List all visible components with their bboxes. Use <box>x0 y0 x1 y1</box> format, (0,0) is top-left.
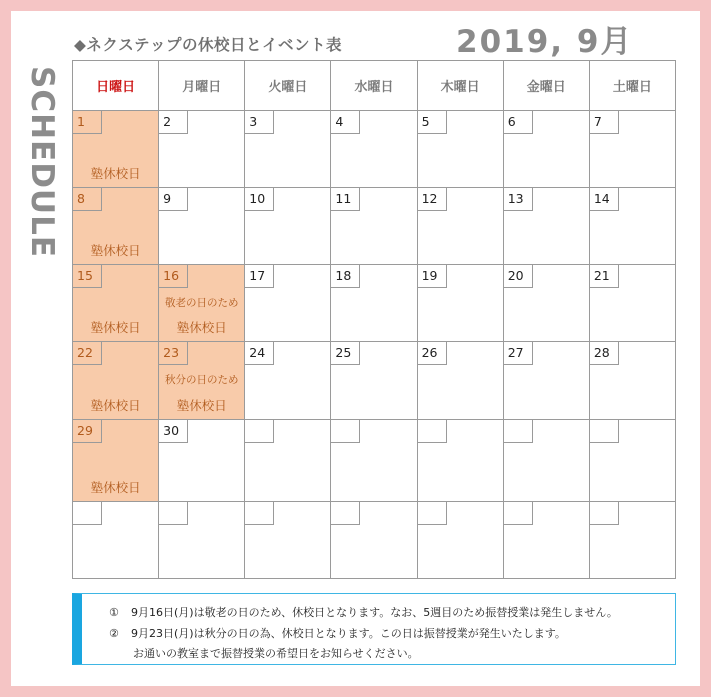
day-cell <box>503 265 589 342</box>
side-title <box>20 66 60 266</box>
day-cell <box>503 419 589 501</box>
closed-day-label: 塾休校日 <box>90 479 141 495</box>
day-cell <box>73 265 159 342</box>
day-cell <box>245 342 331 419</box>
note-mark: ② <box>109 627 119 640</box>
week-row <box>73 501 676 578</box>
note-item <box>109 604 618 620</box>
day-cell <box>73 342 159 419</box>
closed-day-label: 塾休校日 <box>176 397 227 413</box>
day-cell <box>73 419 159 501</box>
weekday-saturday: 土曜日 <box>589 61 675 111</box>
side-title-text: SCHEDULE <box>24 66 60 259</box>
closed-day-label: 塾休校日 <box>90 243 141 259</box>
day-number: 12 <box>418 188 447 211</box>
day-number <box>504 502 533 525</box>
day-cell <box>589 111 675 188</box>
day-cell <box>245 265 331 342</box>
day-number: 4 <box>331 111 360 134</box>
holiday-reason: 敬老の日のため <box>164 297 239 310</box>
day-number: 20 <box>504 265 533 288</box>
day-number: 15 <box>73 265 102 288</box>
note-item <box>109 625 566 641</box>
day-number: 30 <box>159 420 188 443</box>
closed-day-label: 塾休校日 <box>90 166 141 182</box>
page-title: ◆ネクステップの休校日とイベント表 <box>74 36 342 54</box>
day-cell <box>331 501 417 578</box>
note-mark: ① <box>109 606 119 619</box>
weekday-header-row <box>73 61 676 111</box>
day-cell <box>503 342 589 419</box>
day-number: 9 <box>159 188 188 211</box>
day-number: 28 <box>590 342 619 365</box>
calendar-table <box>72 60 676 579</box>
day-cell <box>331 342 417 419</box>
day-cell <box>245 188 331 265</box>
day-cell <box>589 342 675 419</box>
day-cell <box>503 111 589 188</box>
day-number: 17 <box>245 265 274 288</box>
weekday-thursday: 木曜日 <box>417 61 503 111</box>
day-number: 3 <box>245 111 274 134</box>
day-number: 6 <box>504 111 533 134</box>
day-number: 18 <box>331 265 360 288</box>
day-cell <box>73 111 159 188</box>
day-number <box>159 502 188 525</box>
notes-box <box>72 593 676 665</box>
day-number <box>245 420 274 443</box>
day-cell <box>245 501 331 578</box>
day-cell <box>73 188 159 265</box>
day-cell <box>417 265 503 342</box>
day-cell <box>589 419 675 501</box>
weekday-tuesday: 火曜日 <box>245 61 331 111</box>
day-number <box>245 502 274 525</box>
day-number: 24 <box>245 342 274 365</box>
weekday-friday: 金曜日 <box>503 61 589 111</box>
week-row <box>73 111 676 188</box>
day-cell <box>417 342 503 419</box>
day-cell <box>417 419 503 501</box>
day-cell <box>159 501 245 578</box>
week-row <box>73 188 676 265</box>
holiday-reason: 秋分の日のため <box>164 374 239 387</box>
day-cell <box>503 501 589 578</box>
day-number <box>418 502 447 525</box>
closed-day-label: 塾休校日 <box>176 320 227 336</box>
day-cell <box>417 188 503 265</box>
day-number: 11 <box>331 188 360 211</box>
day-cell <box>503 188 589 265</box>
day-number: 1 <box>73 111 102 134</box>
day-cell <box>159 265 245 342</box>
day-number: 19 <box>418 265 447 288</box>
day-number: 5 <box>418 111 447 134</box>
note-text: 9月23日(月)は秋分の日の為、休校日となります。この日は振替授業が発生いたします。 <box>131 627 566 640</box>
day-number <box>590 420 619 443</box>
day-number <box>590 502 619 525</box>
day-cell <box>159 111 245 188</box>
day-number: 2 <box>159 111 188 134</box>
day-cell <box>589 501 675 578</box>
day-number: 27 <box>504 342 533 365</box>
day-number <box>73 502 102 525</box>
closed-day-label: 塾休校日 <box>90 320 141 336</box>
month-heading: 2019, 9月 <box>456 24 634 60</box>
day-number: 7 <box>590 111 619 134</box>
day-cell <box>331 188 417 265</box>
day-number: 22 <box>73 342 102 365</box>
day-number <box>331 502 360 525</box>
note-item <box>133 645 419 661</box>
day-cell <box>159 188 245 265</box>
note-text: 9月16日(月)は敬老の日のため、休校日となります。なお、5週目のため振替授業は発生しません。 <box>131 606 618 619</box>
day-cell <box>589 188 675 265</box>
weekday-monday: 月曜日 <box>159 61 245 111</box>
day-cell <box>331 419 417 501</box>
day-number: 8 <box>73 188 102 211</box>
day-cell <box>159 419 245 501</box>
day-cell <box>589 265 675 342</box>
day-cell <box>245 111 331 188</box>
day-cell <box>417 501 503 578</box>
note-text: お通いの教室まで振替授業の希望日をお知らせください。 <box>133 647 419 660</box>
day-cell <box>73 501 159 578</box>
week-row <box>73 342 676 419</box>
day-number: 13 <box>504 188 533 211</box>
day-cell <box>417 111 503 188</box>
weekday-sunday: 日曜日 <box>73 61 159 111</box>
week-row <box>73 265 676 342</box>
day-number <box>331 420 360 443</box>
day-number: 29 <box>73 420 102 443</box>
weekday-wednesday: 水曜日 <box>331 61 417 111</box>
day-number: 14 <box>590 188 619 211</box>
day-number <box>504 420 533 443</box>
week-row <box>73 419 676 501</box>
day-cell <box>331 111 417 188</box>
day-number <box>418 420 447 443</box>
day-number: 21 <box>590 265 619 288</box>
day-number: 25 <box>331 342 360 365</box>
day-cell <box>331 265 417 342</box>
day-number: 16 <box>159 265 188 288</box>
closed-day-label: 塾休校日 <box>90 397 141 413</box>
day-cell <box>245 419 331 501</box>
day-number: 26 <box>418 342 447 365</box>
day-number: 23 <box>159 342 188 365</box>
day-number: 10 <box>245 188 274 211</box>
day-cell <box>159 342 245 419</box>
